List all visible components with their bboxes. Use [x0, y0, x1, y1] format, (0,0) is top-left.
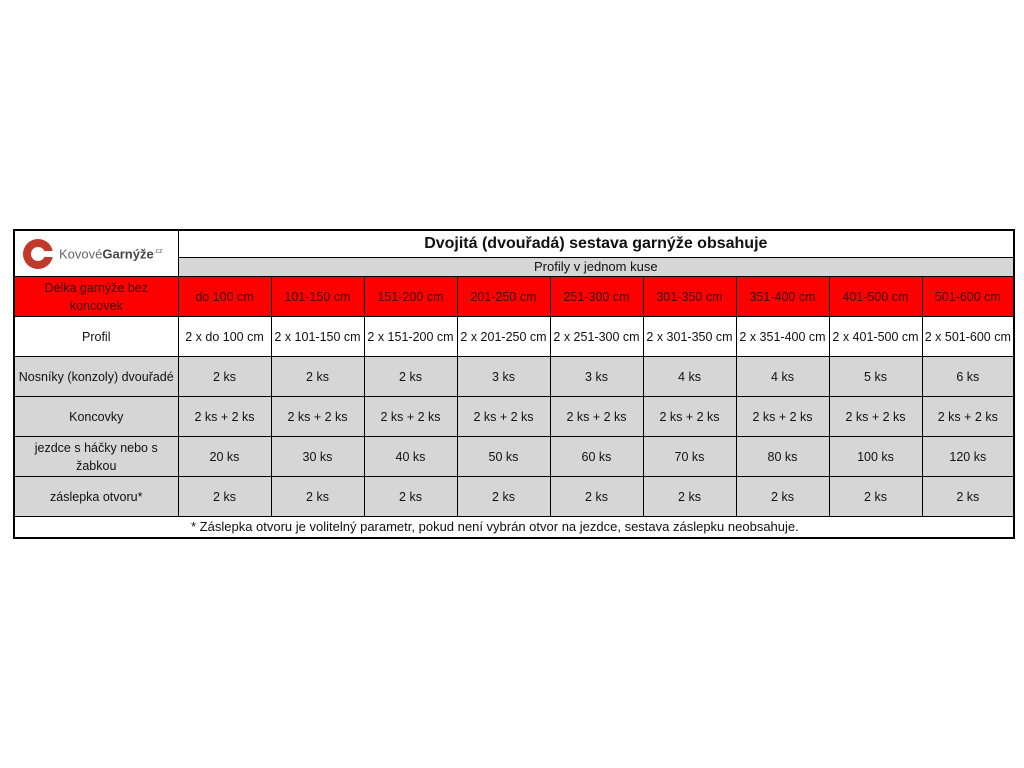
table-cell: 2 ks + 2 ks: [643, 397, 736, 437]
length-header: 251-300 cm: [550, 277, 643, 317]
table-cell: 2 ks: [457, 477, 550, 517]
length-header: 401-500 cm: [829, 277, 922, 317]
table-cell: 4 ks: [736, 357, 829, 397]
table-row: [14, 437, 1014, 477]
table-row: [14, 477, 1014, 517]
header-label: Délka garnýže bez koncovek: [14, 277, 178, 317]
table-cell: 2 x 151-200 cm: [364, 317, 457, 357]
garnyze-contents-table: [13, 229, 1015, 539]
kovove-garnyze-logo-icon: [23, 239, 53, 269]
row-label: jezdce s háčky nebo s žabkou: [14, 437, 178, 477]
table-cell: 60 ks: [550, 437, 643, 477]
table-cell: 50 ks: [457, 437, 550, 477]
length-header: 351-400 cm: [736, 277, 829, 317]
table-cell: 70 ks: [643, 437, 736, 477]
table-cell: 2 ks: [178, 357, 271, 397]
header-row: [14, 277, 1014, 317]
table-cell: 3 ks: [550, 357, 643, 397]
table-cell: 5 ks: [829, 357, 922, 397]
table-cell: 2 ks + 2 ks: [736, 397, 829, 437]
table-cell: 2 x 301-350 cm: [643, 317, 736, 357]
table-title: Dvojitá (dvouřadá) sestava garnýže obsahuje: [178, 230, 1014, 258]
table-cell: 2 x do 100 cm: [178, 317, 271, 357]
table-cell: 2 x 101-150 cm: [271, 317, 364, 357]
table-subtitle: Profily v jednom kuse: [178, 258, 1014, 277]
length-header: do 100 cm: [178, 277, 271, 317]
table-wrapper: [13, 229, 1013, 539]
logo-cell: [14, 230, 178, 277]
length-header: 101-150 cm: [271, 277, 364, 317]
table-cell: 6 ks: [922, 357, 1014, 397]
table-cell: 2 x 351-400 cm: [736, 317, 829, 357]
row-label: Profil: [14, 317, 178, 357]
length-header: 201-250 cm: [457, 277, 550, 317]
length-header: 501-600 cm: [922, 277, 1014, 317]
table-cell: 2 x 201-250 cm: [457, 317, 550, 357]
table-cell: 2 x 251-300 cm: [550, 317, 643, 357]
table-cell: 100 ks: [829, 437, 922, 477]
table-cell: 2 ks: [178, 477, 271, 517]
table-cell: 3 ks: [457, 357, 550, 397]
table-row: [14, 317, 1014, 357]
logo-brand-bold: Garnýže: [102, 246, 154, 262]
table-cell: 2 ks + 2 ks: [178, 397, 271, 437]
table-cell: 2 ks + 2 ks: [271, 397, 364, 437]
table-cell: 2 ks: [364, 477, 457, 517]
row-label: Nosníky (konzoly) dvouřadé: [14, 357, 178, 397]
table-cell: 2 ks + 2 ks: [550, 397, 643, 437]
table-row: [14, 357, 1014, 397]
row-label: Koncovky: [14, 397, 178, 437]
table-cell: 2 ks + 2 ks: [922, 397, 1014, 437]
table-cell: 2 ks: [364, 357, 457, 397]
logo-brand-light: Kovové: [59, 246, 103, 262]
brand-logo: [23, 239, 176, 269]
table-cell: 2 ks: [736, 477, 829, 517]
table-cell: 2 ks: [271, 357, 364, 397]
table-cell: 2 ks + 2 ks: [829, 397, 922, 437]
table-cell: 2 ks: [829, 477, 922, 517]
length-header: 301-350 cm: [643, 277, 736, 317]
table-cell: 2 ks: [550, 477, 643, 517]
table-cell: 2 ks: [922, 477, 1014, 517]
logo-sup: .cz: [153, 248, 163, 256]
table-cell: 30 ks: [271, 437, 364, 477]
table-cell: 2 ks: [643, 477, 736, 517]
table-cell: 40 ks: [364, 437, 457, 477]
table-cell: 2 x 501-600 cm: [922, 317, 1014, 357]
table-cell: 2 x 401-500 cm: [829, 317, 922, 357]
footnote: * Záslepka otvoru je volitelný parametr, pokud není vybrán otvor na jezdce, sestava záslepku neobsahuje.: [14, 517, 1014, 539]
table-row: [14, 397, 1014, 437]
row-label: záslepka otvoru*: [14, 477, 178, 517]
length-header: 151-200 cm: [364, 277, 457, 317]
table-cell: 2 ks + 2 ks: [457, 397, 550, 437]
table-cell: 80 ks: [736, 437, 829, 477]
table-cell: 120 ks: [922, 437, 1014, 477]
table-cell: 4 ks: [643, 357, 736, 397]
table-cell: 2 ks + 2 ks: [364, 397, 457, 437]
table-cell: 20 ks: [178, 437, 271, 477]
table-cell: 2 ks: [271, 477, 364, 517]
